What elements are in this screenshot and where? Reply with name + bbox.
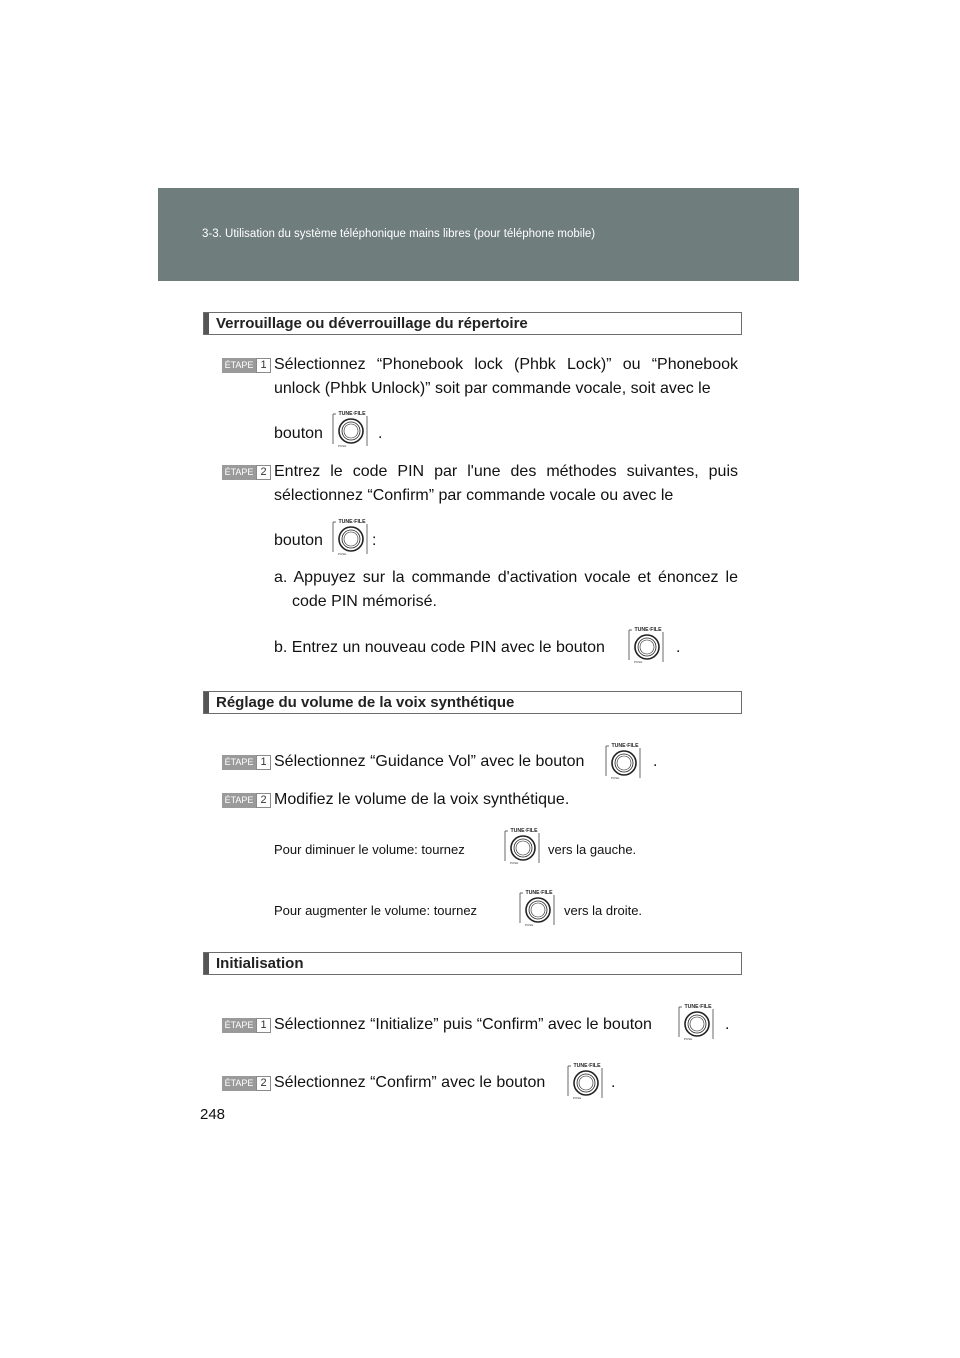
tune-file-knob-icon xyxy=(502,825,542,865)
page-number: 248 xyxy=(200,1106,226,1123)
step-text-bouton: bouton xyxy=(274,425,323,442)
breadcrumb: 3-3. Utilisation du système téléphonique mains libres (pour téléphone mobile) xyxy=(202,228,596,240)
step-text: Sélectionnez “Confirm” avec le bouton xyxy=(274,1074,546,1091)
note-text: Pour diminuer le volume: tournez xyxy=(274,842,465,857)
step-badge xyxy=(222,358,270,373)
step-number: 1 xyxy=(256,755,271,770)
tune-file-knob-icon xyxy=(565,1060,605,1100)
section-title-bar xyxy=(203,691,742,714)
tune-file-knob-icon xyxy=(330,516,370,556)
sub-item-a xyxy=(274,566,738,614)
step-text: Entrez le code PIN par l'une des méthodes suivantes, puis sélectionnez “Confirm” par commande vocale ou avec le xyxy=(274,463,738,504)
header-band xyxy=(158,188,799,281)
step-badge xyxy=(222,755,270,770)
step-text: Modifiez le volume de la voix synthétique. xyxy=(274,791,570,808)
section-title: Initialisation xyxy=(216,955,304,972)
section-title-bar xyxy=(203,312,742,335)
sub-item-b-end: . xyxy=(676,639,681,656)
section-title: Verrouillage ou déverrouillage du répertoire xyxy=(216,315,528,332)
step-label: ÉTAPE xyxy=(222,1076,256,1091)
step-label: ÉTAPE xyxy=(222,465,256,480)
section-title-bar xyxy=(203,952,742,975)
step-badge xyxy=(222,1076,270,1091)
step-text-end: . xyxy=(653,753,658,770)
step-badge xyxy=(222,465,270,480)
step-text-end: . xyxy=(378,425,383,442)
note-text-post: vers la droite. xyxy=(564,903,643,918)
section-accent xyxy=(204,692,209,713)
step-badge xyxy=(222,793,270,808)
step-badge xyxy=(222,1018,270,1033)
step-label: ÉTAPE xyxy=(222,1018,256,1033)
step-text-end: . xyxy=(725,1016,730,1033)
tune-file-knob-icon xyxy=(676,1001,716,1041)
step-label: ÉTAPE xyxy=(222,755,256,770)
section-accent xyxy=(204,313,209,334)
step-text-end: . xyxy=(611,1074,616,1091)
note-text-post: vers la gauche. xyxy=(548,842,637,857)
sub-item-b: b. Entrez un nouveau code PIN avec le bouton xyxy=(274,639,605,656)
step-label: ÉTAPE xyxy=(222,793,256,808)
section-accent xyxy=(204,953,209,974)
step-number: 2 xyxy=(256,1076,271,1091)
step-label: ÉTAPE xyxy=(222,358,256,373)
step-number: 2 xyxy=(256,465,271,480)
tune-file-knob-icon xyxy=(517,887,557,927)
step-text: Sélectionnez “Initialize” puis “Confirm” avec le bouton xyxy=(274,1016,652,1033)
step-number: 1 xyxy=(256,358,271,373)
step-number: 2 xyxy=(256,793,271,808)
sub-item-a-text: a. Appuyez sur la commande d'activation vocale et énoncez le code PIN mémorisé. xyxy=(274,569,738,610)
tune-file-knob-icon xyxy=(626,624,666,664)
step-number: 1 xyxy=(256,1018,271,1033)
tune-file-knob-icon xyxy=(330,408,370,448)
step-text: Sélectionnez “Phonebook lock (Phbk Lock)” ou “Phonebook unlock (Phbk Unlock)” soit par commande vocale, soit avec le xyxy=(274,356,738,397)
tune-file-knob-icon xyxy=(603,740,643,780)
note-text: Pour augmenter le volume: tournez xyxy=(274,903,478,918)
step-text-end: : xyxy=(372,532,377,549)
step-text-bouton: bouton xyxy=(274,532,323,549)
step-text: Sélectionnez “Guidance Vol” avec le bouton xyxy=(274,753,585,770)
section-title: Réglage du volume de la voix synthétique xyxy=(216,694,515,711)
